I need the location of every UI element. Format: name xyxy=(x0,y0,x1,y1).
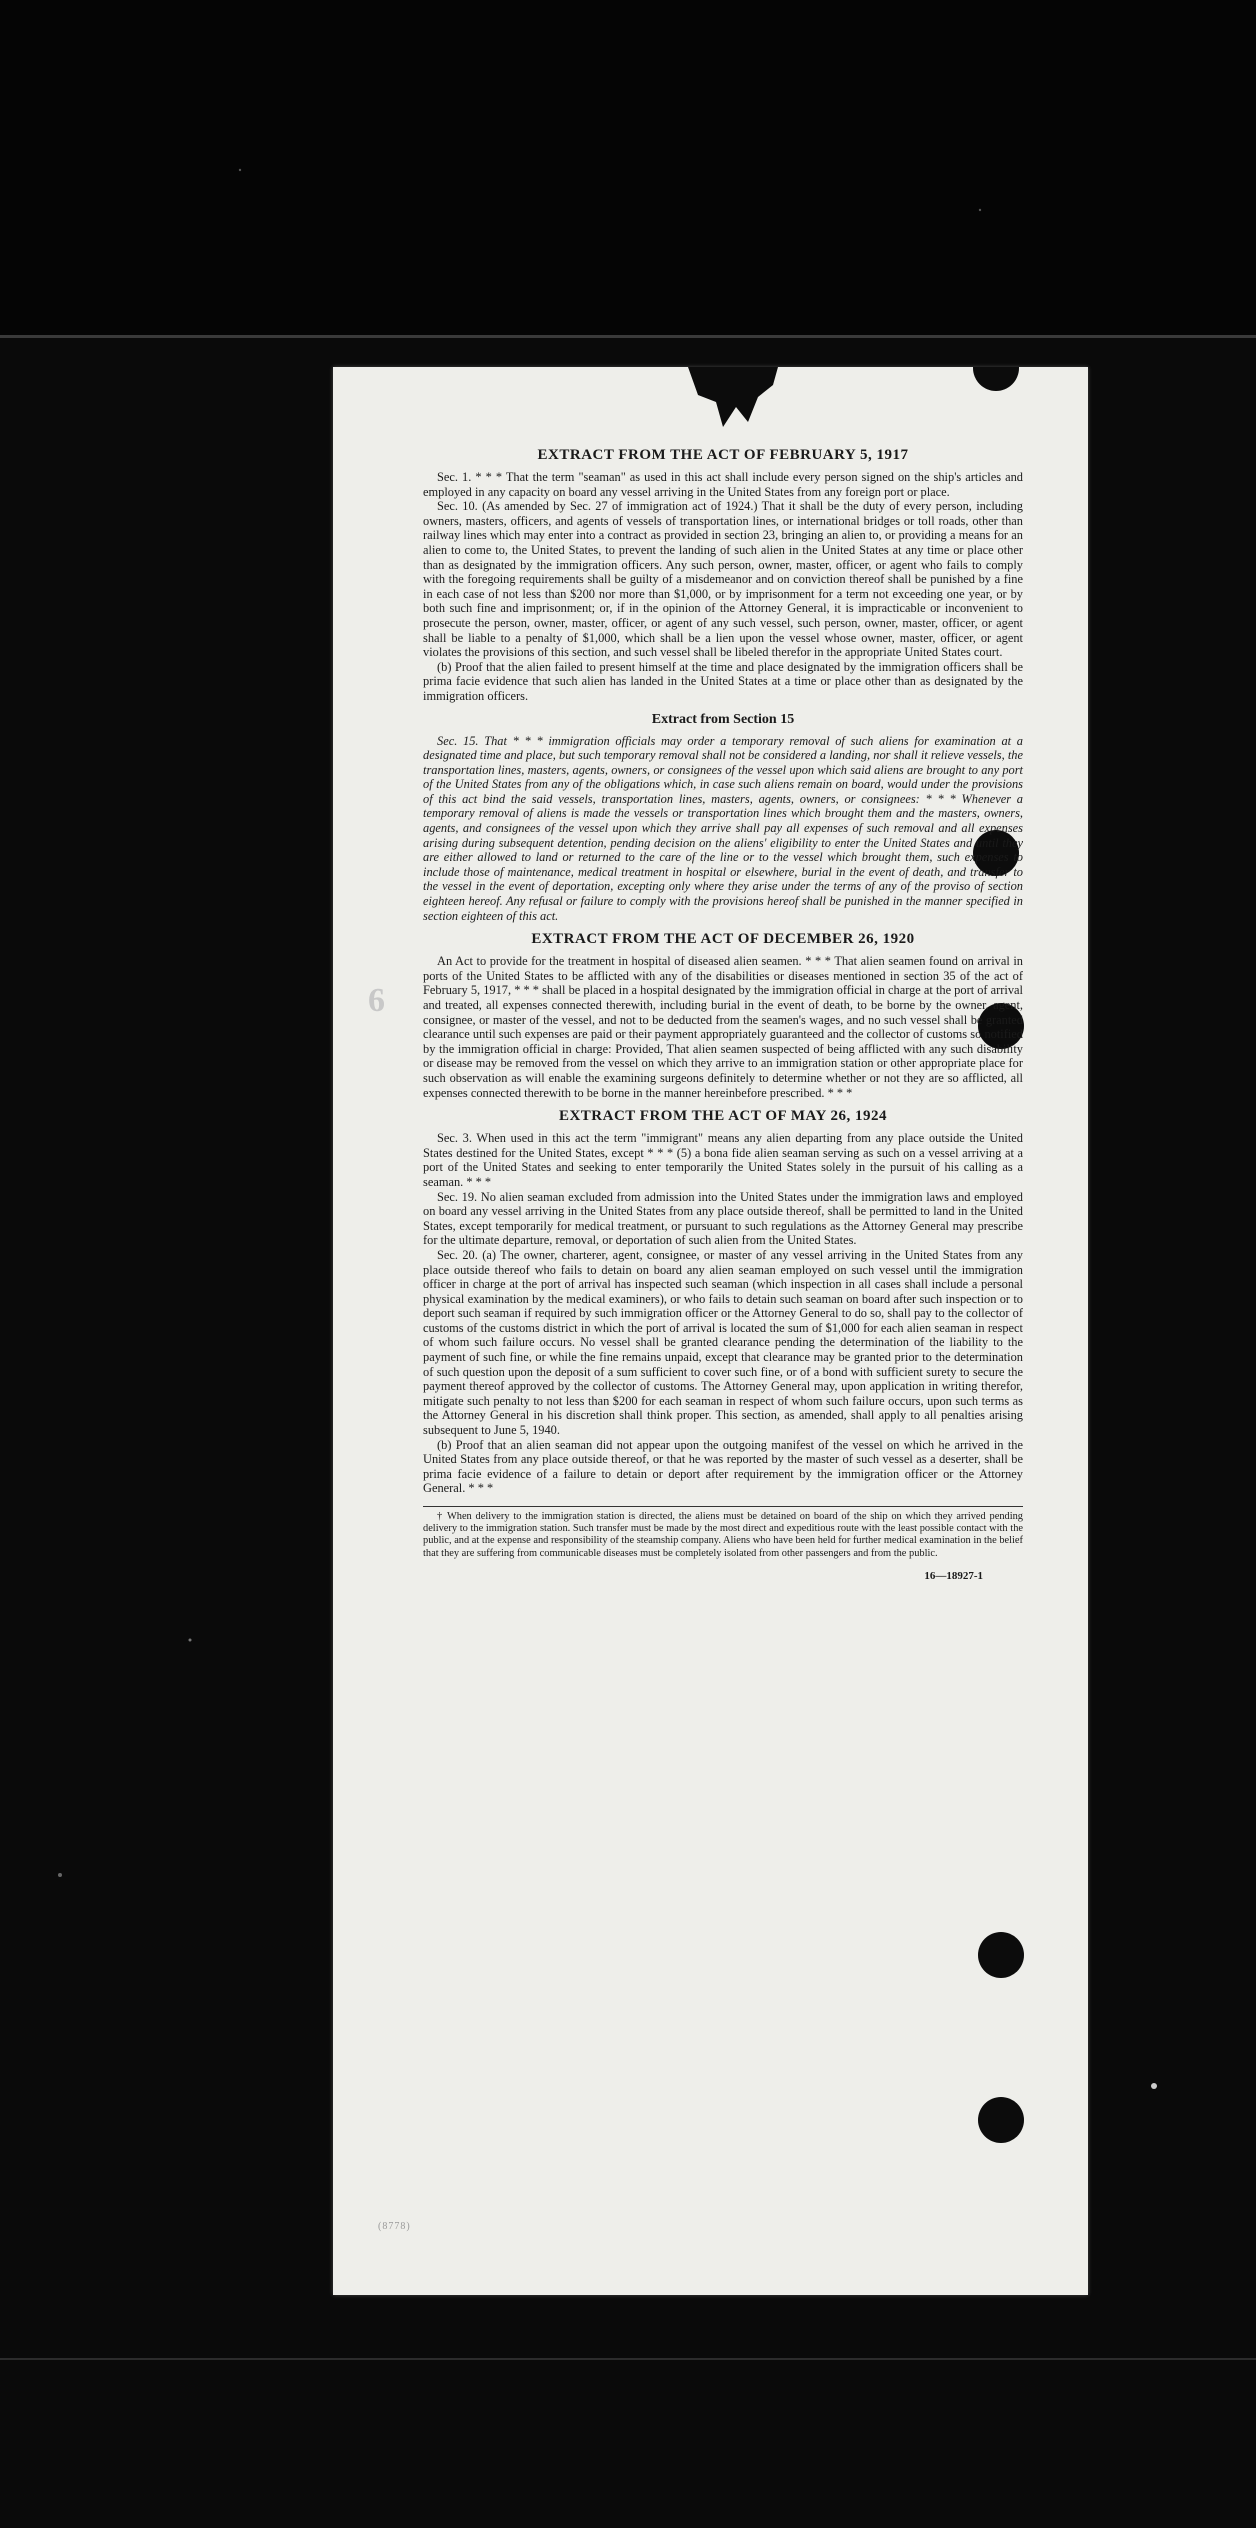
heading-act-1924: EXTRACT FROM THE ACT OF MAY 26, 1924 xyxy=(558,1108,888,1125)
paragraph-proof-b: (b) Proof that the alien failed to present himself at the time and place designated by the immigration officers shall be prima facie evidence that such alien has landed in the United States at a time or place other than as designated by the immigration officers. xyxy=(423,659,1023,703)
document-body xyxy=(423,439,1023,1582)
paragraph-sec-3: Sec. 3. When used in this act the term "immigrant" means any alien departing from any place outside the United States destined for the United States, except * * * (5) a bona fide alien seaman serving as such on a vessel arriving at a port of the United States and seeking to enter temporarily the United States solely in the pursuit of his calling as a seaman. * * * xyxy=(423,1131,1023,1189)
margin-smudge: 6 xyxy=(368,982,385,1019)
footnote-divider xyxy=(423,1506,1023,1507)
paragraph-sec-10: Sec. 10. (As amended by Sec. 27 of immigration act of 1924.) That it shall be the duty of every person, including owners, masters, officers, and agents of vessels of transportation lines, or international bridges or toll roads, other than railway lines which may enter into a contract as provided in section 23, bringing an alien to, or providing a means for an alien to come to, the United States, to prevent the landing of such alien in the United States at any time or place other than as designated by the immigration officers. Any such person, owner, master, officer, or agent who fails to comply with the foregoing requirements shall be guilty of a misdemeanor and on conviction thereof shall be punished by a fine in each case of not less than $200 nor more than $1,000, or by imprisonment for a term not exceeding one year, or by both such fine and imprisonment; or, if in the opinion of the Attorney General, it is impracticable or inconvenient to prosecute the person, owner, master, officer, or agent of any such vessel, such person, owner, master, officer, or agent shall be liable to a penalty of $1,000, which shall be a lien upon the vessel whose owner, master, officer, or agent violates the provisions of this section, and such vessel shall be libeled therefor in the appropriate United States court. xyxy=(423,499,1023,660)
paragraph-act-1920: An Act to provide for the treatment in hospital of diseased alien seamen. * * * That alien seamen found on arrival in ports of the United States to be afflicted with any of the disabilities or diseases mentioned in section 35 of the act of February 5, 1917, * * * shall be placed in a hospital designated by the immigration official in charge at the port of arrival and treated, all expenses connected therewith, including burial in the event of death, to be borne by the owner, agent, consignee, or master of the vessel, and not to be deducted from the seamen's wages, and no such vessel shall be granted clearance until such expenses are paid or their payment appropriately guaranteed and the collector of customs so notified by the immigration official in charge: Provided, That alien seamen suspected of being afflicted with any such disability or disease may be removed from the vessel on which they arrive to an immigration station or other appropriate place for such observation as will enable the examining surgeons definitely to determine whether or not they are so afflicted, all expenses connected therewith to be borne in the manner hereinbefore prescribed. * * * xyxy=(423,954,1023,1100)
paragraph-sec-20b: (b) Proof that an alien seaman did not appear upon the outgoing manifest of the vessel on which he arrived in the United States from any place outside thereof, or that he was reported by the master of such vessel as a deserter, shall be prima facie evidence of a failure to detain or deport after requirement by the immigration officer or the Attorney General. * * * xyxy=(423,1437,1023,1496)
torn-corner-mark xyxy=(678,367,788,437)
footnote: † When delivery to the immigration station is directed, the aliens must be detained on board of the ship on which they arrived pending delivery to the immigration station. Such transfer must be made by the most direct and expeditious route with the least possible contact with the public, and at the expense and responsibility of the steamship company. Aliens who have been held for further medical examination in the belief that they are suffering from communicable diseases must be completely isolated from other passengers and from the public. xyxy=(423,1511,1023,1559)
faint-stamp: (8778) xyxy=(378,2221,411,2232)
punch-hole xyxy=(978,1932,1024,1978)
form-code: 16—18927-1 xyxy=(924,1569,983,1582)
punch-hole xyxy=(978,2097,1024,2143)
paragraph-sec-15: Sec. 15. That * * * immigration officials may order a temporary removal of such aliens for examination at a designated time and place, but such temporary removal shall not be considered a landing, nor shall it relieve vessels, the transportation lines, masters, agents, owners, or consignees of the vessel upon which said aliens are brought to any port of the United States from any of the obligations which, in case such aliens remain on board, would under the provisions of this act bind the said vessels, transportation lines, masters, agents, owners, or consignees: * * * Whenever a temporary removal of aliens is made the vessels or transportation lines which brought them and the masters, owners, agents, and consignees of the vessel upon which they arrive shall pay all expenses of such removal and all expenses arising during subsequent detention, pending decision on the aliens' eligibility to enter the United States and until they are either allowed to land or returned to the care of the line or to the vessel which brought them, such expenses to include those of maintenance, medical treatment in hospital or elsewhere, burial in the event of death, and transfer to the vessel in the event of deportation, excepting only where they arise under the terms of any of the proviso of section eighteen hereof. Any refusal or failure to comply with the provisions hereof shall be punished in the manner specified in section eighteen of this act. xyxy=(423,733,1023,923)
document-page xyxy=(333,367,1088,2295)
paragraph-sec-1: Sec. 1. * * * That the term "seaman" as used in this act shall include every person signed on the ship's articles and employed in any capacity on board any vessel arriving in the United States from any foreign port or place. xyxy=(423,470,1023,499)
paragraph-sec-20a: Sec. 20. (a) The owner, charterer, agent, consignee, or master of any vessel arriving in the United States from any place outside thereof who fails to detain on board any alien seaman employed on such vessel until the immigration officer in charge at the port of arrival has inspected such seaman (which inspection in all cases shall include a personal physical examination by the medical examiners), or who fails to detain such seaman on board after such inspection or to deport such seaman if required by such immigration officer or the Attorney General to do so, shall pay to the collector of customs of the customs district in which the port of arrival is located the sum of $1,000 for each alien seaman in respect of whom such failure occurs. No vessel shall be granted clearance pending the determination of the liability to the payment of such fine, or while the fine remains unpaid, except that clearance may be granted prior to the determination of such question upon the deposit of a sum sufficient to cover such fine, or of a bond with sufficient surety to secure the payment thereof approved by the collector of customs. The Attorney General may, upon application in writing therefor, mitigate such penalty to not less than $200 for each seaman in respect of whom such failure occurs, upon such terms as the Attorney General in his discretion shall think proper. This section, as amended, shall apply to all penalties arising subsequent to June 5, 1940. xyxy=(423,1247,1023,1438)
paragraph-sec-19: Sec. 19. No alien seaman excluded from admission into the United States under the immigration laws and employed on board any vessel arriving in the United States from any place outside thereof, shall be permitted to land in the United States, except temporarily for medical treatment, or pursuant to such regulations as the Attorney General may prescribe for the ultimate departure, removal, or deportation of such alien from the United States. xyxy=(423,1189,1023,1248)
heading-act-1917: EXTRACT FROM THE ACT OF FEBRUARY 5, 1917 xyxy=(537,447,909,463)
heading-act-1920: EXTRACT FROM THE ACT OF DECEMBER 26, 1920 xyxy=(531,931,915,948)
punch-hole xyxy=(973,367,1019,391)
heading-section-15: Extract from Section 15 xyxy=(651,711,795,727)
